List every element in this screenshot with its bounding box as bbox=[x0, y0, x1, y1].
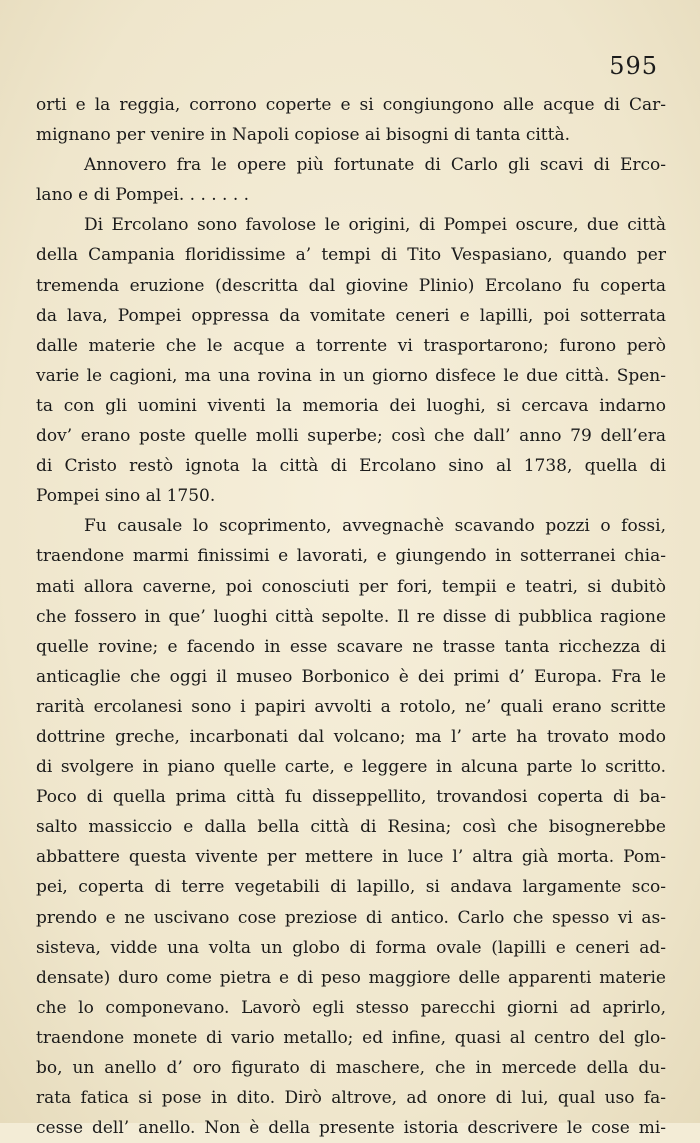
text-line: varie le cagioni, ma una rovina in un giorno disfece le due città. Spen- bbox=[36, 365, 666, 386]
text-line: Annovero fra le opere più fortunate di Carlo gli scavi di Erco- bbox=[84, 155, 666, 176]
body-text bbox=[36, 90, 666, 1143]
text-line: Fu causale lo scoprimento, avvegnachè scavando pozzi o fossi, bbox=[84, 516, 666, 537]
text-line: traendone monete di vario metallo; ed infine, quasi al centro del glo- bbox=[36, 1027, 666, 1048]
text-line: dottrine greche, incarbonati dal volcano; ma l’ arte ha trovato modo bbox=[36, 726, 666, 747]
text-line: ta con gli uomini viventi la memoria dei luoghi, si cercava indarno bbox=[36, 395, 666, 416]
text-line: da lava, Pompei oppressa da vomitate ceneri e lapilli, poi sotterrata bbox=[36, 305, 666, 326]
text-line: densate) duro come pietra e di peso maggiore delle apparenti materie bbox=[36, 967, 666, 988]
text-line: pei, coperta di terre vegetabili di lapillo, si andava largamente sco- bbox=[36, 877, 666, 898]
text-line: quelle rovine; e facendo in esse scavare ne trasse tanta ricchezza di bbox=[36, 636, 666, 657]
text-line: rarità ercolanesi sono i papiri avvolti a rotolo, ne’ quali erano scritte bbox=[36, 696, 666, 717]
page-number: 595 bbox=[609, 52, 658, 80]
text-line: mati allora caverne, poi conosciuti per fori, tempii e teatri, si dubitò bbox=[36, 576, 666, 597]
text-line: salto massiccio e dalla bella città di Resina; così che bisognerebbe bbox=[36, 817, 666, 838]
text-line: mignano per venire in Napoli copiose ai bisogni di tanta città. bbox=[36, 125, 571, 146]
text-line: sisteva, vidde una volta un globo di forma ovale (lapilli e ceneri ad- bbox=[36, 937, 666, 958]
text-line: di Cristo restò ignota la città di Ercolano sino al 1738, quella di bbox=[36, 456, 666, 477]
text-line: che fossero in que’ luoghi città sepolte. Il re disse di pubblica ragione bbox=[36, 606, 666, 627]
text-line: dalle materie che le acque a torrente vi trasportarono; furono però bbox=[36, 335, 666, 356]
text-line: bo, un anello d’ oro figurato di maschere, che in mercede della du- bbox=[36, 1058, 666, 1078]
text-line: che lo componevano. Lavorò egli stesso parecchi giorni ad aprirlo, bbox=[36, 997, 666, 1018]
text-line: cesse dell’ anello. Non è della presente istoria descrivere le cose mi- bbox=[36, 1118, 666, 1139]
text-line: anticaglie che oggi il museo Borbonico è dei primi d’ Europa. Fra le bbox=[36, 666, 666, 687]
text-line: orti e la reggia, corrono coperte e si congiungono alle acque di Car- bbox=[36, 95, 666, 115]
text-line: traendone marmi finissimi e lavorati, e giungendo in sotterranei chia- bbox=[36, 546, 666, 567]
text-line: rata fatica si pose in dito. Dirò altrove, ad onore di lui, qual uso fa- bbox=[36, 1088, 666, 1109]
text-line: della Campania floridissime a’ tempi di Tito Vespasiano, quando per bbox=[36, 245, 666, 266]
text-line: di svolgere in piano quelle carte, e leggere in alcuna parte lo scritto. bbox=[36, 757, 666, 778]
text-line: dov’ erano poste quelle molli superbe; così che dall’ anno 79 dell’era bbox=[36, 426, 666, 447]
text-line: prendo e ne uscivano cose preziose di antico. Carlo che spesso vi as- bbox=[36, 907, 666, 928]
text-line: Pompei sino al 1750. bbox=[36, 486, 216, 507]
text-line: Poco di quella prima città fu disseppellito, trovandosi coperta di ba- bbox=[36, 787, 666, 808]
text-line: tremenda eruzione (descritta dal giovine Plinio) Ercolano fu coperta bbox=[36, 275, 666, 296]
text-line: lano e di Pompei. . . . . . . bbox=[36, 185, 250, 206]
text-line: Di Ercolano sono favolose le origini, di Pompei oscure, due città bbox=[84, 215, 666, 236]
text-line: abbattere questa vivente per mettere in luce l’ altra già morta. Pom- bbox=[36, 847, 666, 868]
